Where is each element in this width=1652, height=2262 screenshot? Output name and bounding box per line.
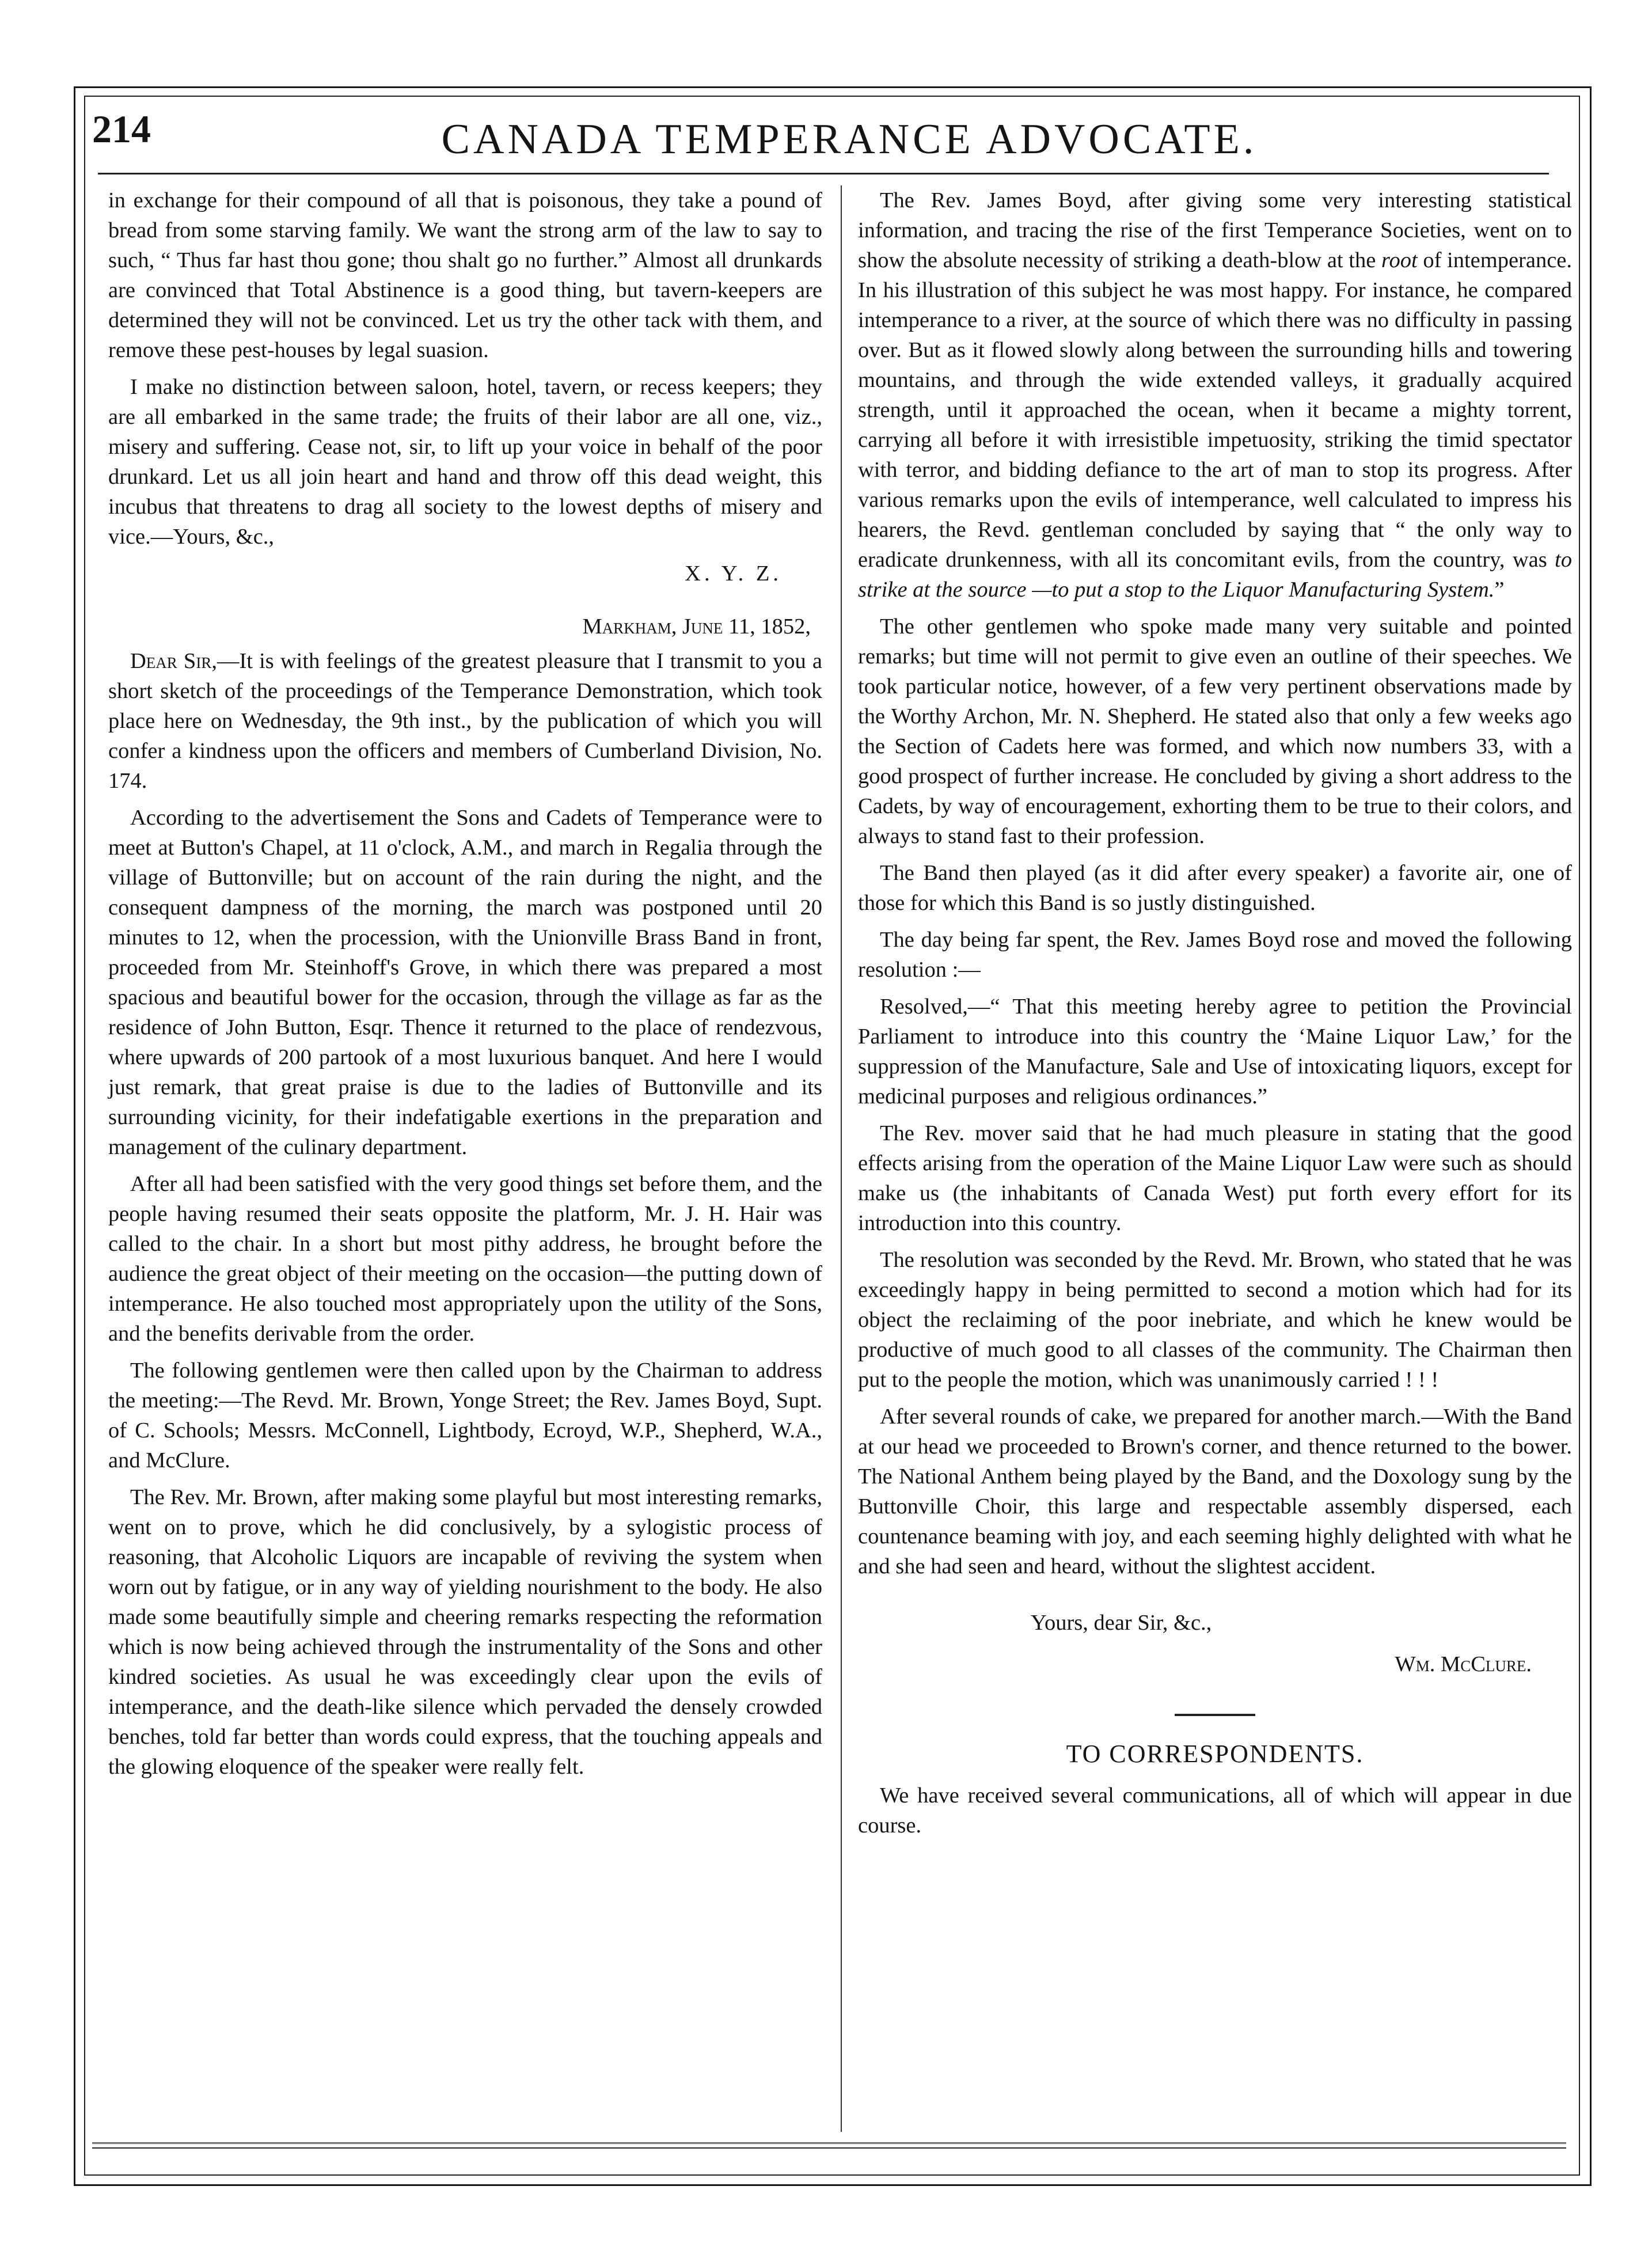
right-column: [858, 185, 1572, 1847]
letter-paragraph-salutation: [108, 646, 822, 796]
boyd-text-3: ”: [1494, 578, 1505, 602]
boyd-emphasis-root: root: [1381, 248, 1418, 272]
letter-paragraph-other-gentlemen: The other gentlemen who spoke made many very suitable and pointed remarks; but time will not permit to give even an outline of their speeches. We took particular notice, however, of a few very pertinent observations made by the Worthy Archon, Mr. N. Shepherd. He stated also that only a few weeks ago the Section of Cadets here was formed, and which now numbers 33, with a good prospect of further increase. He concluded by giving a short address to the Cadets, by way of encouragement, exhorting them to be true to their colors, and always to stand fast to their profession.: [858, 614, 1572, 848]
header-rule: [98, 173, 1549, 174]
closing-salutation: Yours, dear Sir, &c.,: [1031, 1611, 1212, 1635]
signature-xyz: X. Y. Z.: [685, 561, 782, 586]
correspondents-notice: We have received several communications, all of which will appear in due course.: [858, 1783, 1572, 1838]
page-number: 214: [92, 107, 151, 151]
boyd-emphasis-quote: to strike at the source —to put a stop to the Liquor Manufacturing System.: [858, 548, 1572, 602]
letter-paragraph-speakers: The following gentlemen were then called upon by the Chairman to address the meeting:—The Revd. Mr. Brown, Yonge Street; the Rev. James Boyd, Supt. of C. Schools; Messrs. McConnell, Lightbody, Ecroyd, W.P., Shepherd, W.A., and McClure.: [108, 1358, 822, 1472]
letter-paragraph-procession: According to the advertisement the Sons and Cadets of Temperance were to meet at Button's Chapel, at 11 o'clock, A.M., and march in Regalia through the village of Buttonville; but on account of the rain during the night, and the consequent dampness of the morning, the march was postponed until 20 minutes to 12, when the procession, with the Unionville Brass Band in front, proceeded from Mr. Steinhoff's Grove, in which there was prepared a most spacious and beautiful bower for the occasion, through the village as far as the residence of John Button, Esqr. Thence it returned to the place of rendezvous, where upwards of 200 partook of a most luxurious banquet. And here I would just remark, that great praise is due to the ladies of Buttonville and its surrounding vicinity, for their indefatigable exertions in the preparation and management of the culinary department.: [108, 806, 822, 1159]
column-divider: [841, 185, 842, 2132]
section-rule: [1175, 1714, 1255, 1716]
section-heading-correspondents: TO CORRESPONDENTS.: [1066, 1740, 1364, 1768]
bottom-rule: [92, 2142, 1566, 2149]
letter-paragraph-boyd: [858, 185, 1572, 605]
letter-paragraph-mover: The Rev. mover said that he had much pleasure in stating that the good effects arising from the operation of the Maine Liquor Law were such as should make us (the inhabitants of Canada West) put forth every effort for its introduction into this country.: [858, 1121, 1572, 1235]
boyd-text-1: The Rev. James Boyd, after giving some very interesting statistical information, and tracing the rise of the first Temperance Societies, went on to show the absolute necessity of striking a death-blow at the: [858, 188, 1572, 272]
letter-paragraph-closing-march: After several rounds of cake, we prepared for another march.—With the Band at our head we proceeded to Brown's corner, and thence returned to the bower. The National Anthem being played by the Band, and the Doxology sung by the Buttonville Choir, this large and respectable assembly dispersed, each countenance beaming with joy, and each seeming highly delighted with what he and she had seen and heard, without the slightest accident.: [858, 1405, 1572, 1578]
salutation-body: —It is with feelings of the greatest pleasure that I transmit to you a short sketch of the proceedings of the Temperance Demonstration, which took place here on Wednesday, the 9th inst., by the publication of which you will confer a kindness upon the officers and members of Cumberland Division, No. 174.: [108, 649, 822, 793]
letter-paragraph-band: The Band then played (as it did after every speaker) a favorite air, one of those for which this Band is so justly distinguished.: [858, 861, 1572, 915]
signature-mcclure: Wm. McClure.: [1395, 1652, 1532, 1676]
left-column: [108, 185, 822, 1789]
salutation: Dear Sir,: [130, 649, 217, 673]
letter-paragraph-motion: The day being far spent, the Rev. James Boyd rose and moved the following resolution :—: [858, 928, 1572, 982]
dateline: Markham, June 11, 1852,: [582, 614, 811, 639]
letter-paragraph-seconded: The resolution was seconded by the Revd. Mr. Brown, who stated that he was exceedingly happy in being permitted to second a motion which had for its object the reclaiming of the poor inebriate, and which he knew would be productive of much good to all classes of the community. The Chairman then put to the people the motion, which was unanimously carried ! ! !: [858, 1248, 1572, 1392]
letter-xyz-paragraph-2: I make no distinction between saloon, hotel, tavern, or recess keepers; they are all embarked in the same trade; the fruits of their labor are all one, viz., misery and suffering. Cease not, sir, to lift up your voice in behalf of the poor drunkard. Let us all join heart and hand and throw off this dead weight, this incubus that threatens to drag all society to the lowest depths of misery and vice.—Yours, &c.,: [108, 375, 822, 549]
letter-xyz-paragraph-1: in exchange for their compound of all that is poisonous, they take a pound of bread from some starving family. We want the strong arm of the law to say to such, “ Thus far hast thou gone; thou shalt go no further.” Almost all drunkards are convinced that Total Abstinence is a good thing, but tavern-keepers are determined they will not be convinced. Let us try the other tack with them, and remove these pest-houses by legal suasion.: [108, 188, 822, 362]
masthead-title: CANADA TEMPERANCE ADVOCATE.: [441, 116, 1258, 163]
letter-paragraph-resolution: Resolved,—“ That this meeting hereby agree to petition the Provincial Parliament to introduce into this country the ‘Maine Liquor Law,’ for the suppression of the Manufacture, Sale and Use of intoxicating liquors, except for medicinal purposes and religious ordinances.”: [858, 995, 1572, 1109]
letter-paragraph-chair: After all had been satisfied with the very good things set before them, and the people having resumed their seats opposite the platform, Mr. J. H. Hair was called to the chair. In a short but most pithy address, he brought before the audience the great object of their meeting on the occasion—the putting down of intemperance. He also touched most appropriately upon the utility of the Sons, and the benefits derivable from the order.: [108, 1172, 822, 1346]
letter-paragraph-brown: The Rev. Mr. Brown, after making some playful but most interesting remarks, went on to prove, which he did conclusively, by a sylogistic process of reasoning, that Alcoholic Liquors are incapable of reviving the system when worn out by fatigue, or in any way of yielding nourishment to the body. He also made some beautifully simple and cheering remarks respecting the reformation which is now being achieved through the instrumentality of the Sons and other kindred societies. As usual he was exceedingly clear upon the evils of intemperance, and the death-like silence which pervaded the densely crowded benches, told far better than words could express, that the touching appeals and the glowing eloquence of the speaker were really felt.: [108, 1485, 822, 1779]
boyd-text-2: of intemperance. In his illustration of this subject he was most happy. For instance, he compared intemperance to a river, at the source of which there was no difficulty in passing over. But as it flowed slowly along between the surrounding hills and towering mountains, and through the wide extended valleys, it gradually acquired strength, until it approached the ocean, when it became a mighty torrent, carrying all before it with irresistible impetuosity, striking the timid spectator with terror, and bidding defiance to the art of man to stop its progress. After various remarks upon the evils of intemperance, well calculated to impress his hearers, the Revd. gentleman concluded by saying that “ the only way to eradicate drunkenness, with all its concomitant evils, from the country, was: [858, 248, 1573, 572]
